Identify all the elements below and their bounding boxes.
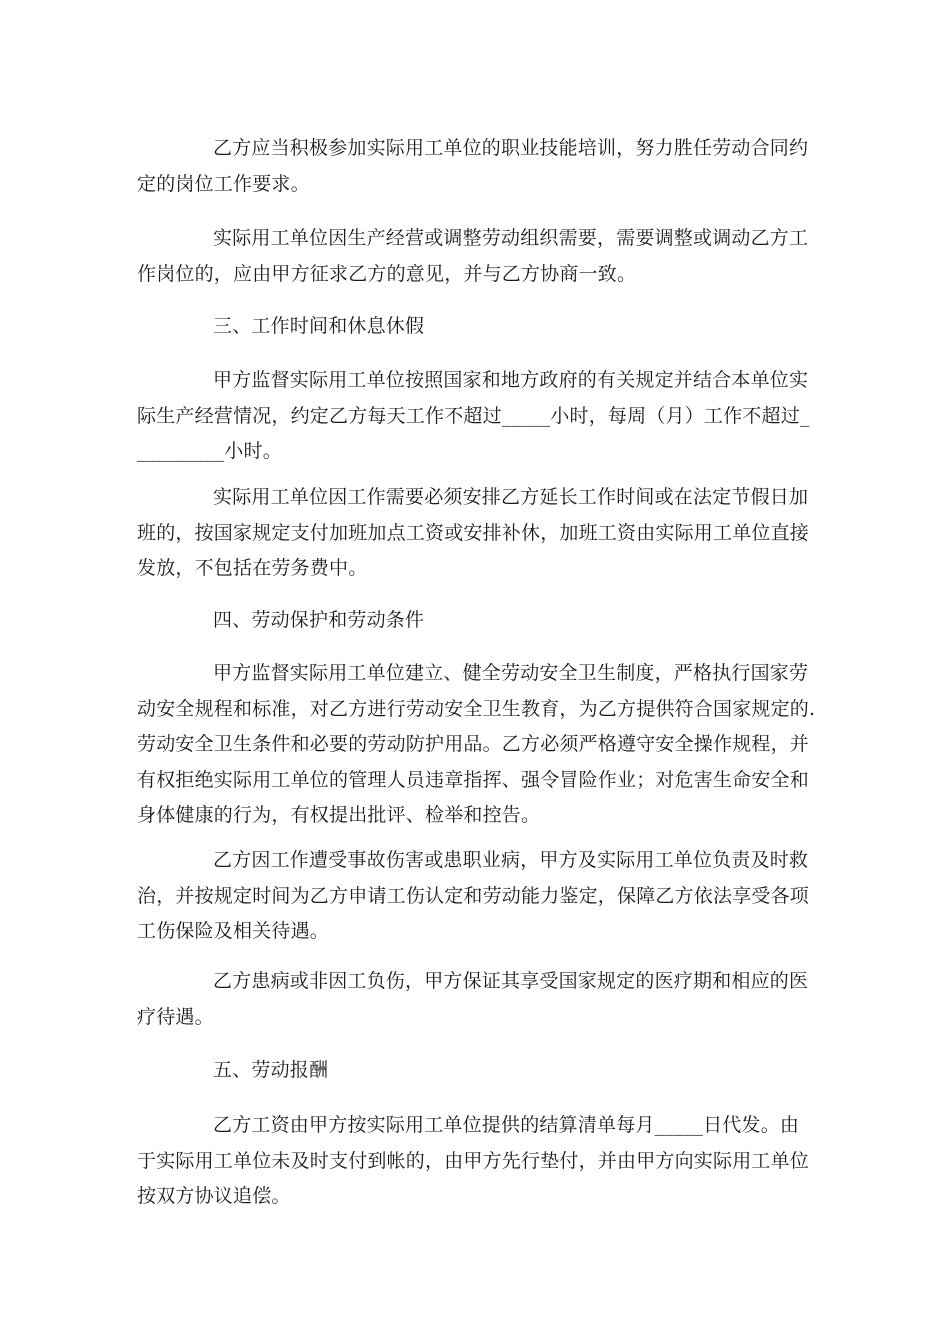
text-line: 劳动安全卫生条件和必要的劳动防护用品。乙方必须严格遵守安全操作规程，并 xyxy=(137,733,810,755)
text-line: 乙方因工作遭受事故伤害或患职业病，甲方及实际用工单位负责及时救 xyxy=(213,849,809,871)
text-line: 发放，不包括在劳务费中。 xyxy=(137,557,368,579)
text-line: 班的，按国家规定支付加班加点工资或安排补休，加班工资由实际用工单位直接 xyxy=(137,521,810,544)
text-line: 乙方应当积极参加实际用工单位的职业技能培训，努力胜任劳动合同约 xyxy=(213,137,809,159)
text-line: 工伤保险及相关待遇。 xyxy=(137,920,330,942)
text-line: 治，并按规定时间为乙方申请工伤认定和劳动能力鉴定，保障乙方依法享受各项 xyxy=(137,884,810,907)
paragraph-job-adjustment xyxy=(137,221,817,292)
paragraph-working-hours xyxy=(137,363,817,470)
paragraph-safety xyxy=(137,656,817,834)
text-line: 疗待遇。 xyxy=(137,1005,214,1028)
text-line: 乙方工资由甲方按实际用工单位提供的结算清单每月_____日代发。由 xyxy=(213,1114,800,1136)
paragraph-training xyxy=(137,131,817,202)
text-line: 定的岗位工作要求。 xyxy=(137,172,310,195)
paragraph-medical xyxy=(137,964,817,1035)
text-line: 作岗位的，应由甲方征求乙方的意见，并与乙方协商一致。 xyxy=(137,262,637,285)
paragraph-overtime xyxy=(137,480,817,587)
text-line: 际生产经营情况，约定乙方每天工作不超过_____小时，每周（月）工作不超过_ xyxy=(137,404,810,427)
text-line: 甲方监督实际用工单位建立、健全劳动安全卫生制度，严格执行国家劳 xyxy=(213,662,809,684)
text-line: 于实际用工单位未及时支付到帐的，由甲方先行垫付，并由甲方向实际用工单位 xyxy=(137,1149,810,1172)
text-line: 乙方患病或非因工负伤，甲方保证其享受国家规定的医疗期和相应的医 xyxy=(213,970,809,992)
text-line: _________小时。 xyxy=(137,440,282,462)
text-line: 实际用工单位因工作需要必须安排乙方延长工作时间或在法定节假日加 xyxy=(213,486,809,508)
text-line: 甲方监督实际用工单位按照国家和地方政府的有关规定并结合本单位实 xyxy=(213,369,809,391)
text-line: 五、劳动报酬 xyxy=(213,1059,329,1081)
paragraph-work-injury xyxy=(137,843,817,950)
section-heading-labor-protection xyxy=(137,603,817,639)
text-line: 四、劳动保护和劳动条件 xyxy=(213,609,425,631)
text-line: 动安全规程和标准，对乙方进行劳动安全卫生教育，为乙方提供符合国家规定的. xyxy=(137,697,816,720)
text-line: 按双方协议追偿。 xyxy=(137,1185,291,1207)
section-heading-remuneration xyxy=(137,1053,817,1089)
text-line: 实际用工单位因生产经营或调整劳动组织需要，需要调整或调动乙方工 xyxy=(213,227,809,249)
text-line: 三、工作时间和休息休假 xyxy=(213,315,425,337)
paragraph-wages xyxy=(137,1108,817,1215)
text-line: 有权拒绝实际用工单位的管理人员违章指挥、强令冒险作业；对危害生命安全和 xyxy=(137,768,810,791)
text-line: 身体健康的行为，有权提出批评、检举和控告。 xyxy=(137,804,541,826)
section-heading-working-hours xyxy=(137,309,817,345)
